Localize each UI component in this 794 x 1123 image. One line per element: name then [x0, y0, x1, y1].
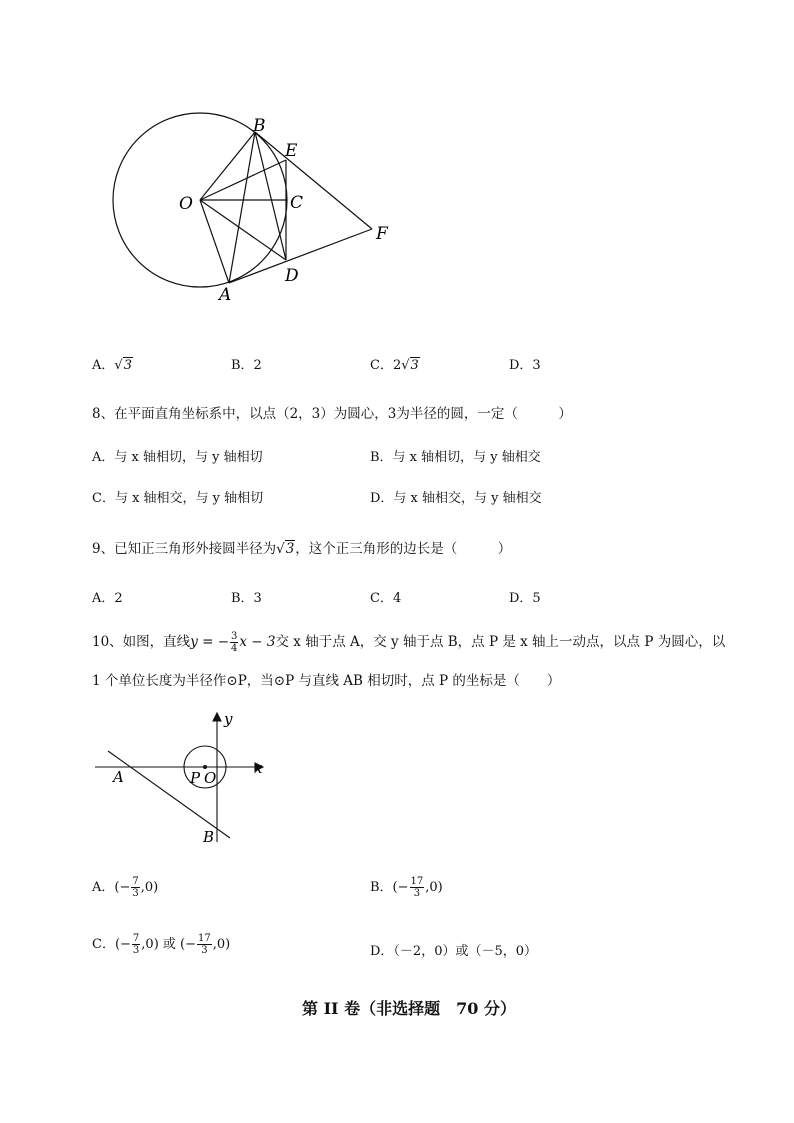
- label-a: A: [113, 768, 124, 786]
- q7-option-b[interactable]: B．2: [231, 358, 262, 373]
- q8-option-d[interactable]: D．与 x 轴相交，与 y 轴相交: [370, 491, 542, 506]
- fraction: $\frac{7}{3}$: [132, 933, 140, 956]
- sqrt-symbol: √3: [114, 358, 132, 373]
- q9-stem: 9、已知正三角形外接圆半径为√3，这个正三角形的边长是（ ）: [92, 541, 512, 557]
- label-f: F: [376, 224, 388, 244]
- label-c: C: [290, 193, 304, 213]
- q9-option-d[interactable]: D．5: [509, 591, 541, 606]
- q10-option-c[interactable]: C．(− $\frac{7}{3}$ ,0) 或 (− $\frac{17}{3}$ ,0): [92, 933, 231, 956]
- q8-option-c[interactable]: C．与 x 轴相交，与 y 轴相切: [92, 491, 264, 506]
- label-b: B: [253, 116, 266, 136]
- geometry-figure-circle: [0, 0, 420, 320]
- q9-option-a[interactable]: A．2: [92, 591, 123, 606]
- fraction: $\frac{17}{3}$: [198, 933, 211, 956]
- q10-stem-line1: 10、如图，直线y = − $\frac{3}{4}$ x − 3交 x 轴于点 A，交 y 轴于点 B，点 P 是 x 轴上一动点，以点 P 为圆心，以: [92, 631, 726, 654]
- q8-option-a[interactable]: A．与 x 轴相切，与 y 轴相切: [92, 450, 263, 465]
- q10-option-a[interactable]: A．(− $\frac{7}{3}$ ,0): [92, 876, 159, 899]
- label-b: B: [203, 828, 215, 846]
- fraction: $\frac{3}{4}$: [231, 631, 238, 654]
- q7-option-d[interactable]: D．3: [509, 358, 541, 373]
- q8-option-b[interactable]: B．与 x 轴相切，与 y 轴相交: [370, 450, 541, 465]
- label-o: O: [179, 194, 193, 214]
- label-o: O: [204, 769, 217, 787]
- q9-option-b[interactable]: B．3: [231, 591, 262, 606]
- fraction: $\frac{17}{3}$: [410, 876, 424, 899]
- label-a: A: [219, 285, 232, 305]
- label-p: P: [190, 769, 201, 787]
- q10-stem-line2: 1 个单位长度为半径作⊙P，当⊙P 与直线 AB 相切时，点 P 的坐标是（ ）: [92, 673, 561, 689]
- q8-stem: 8、在平面直角坐标系中，以点（2，3）为圆心，3为半径的圆，一定（ ）: [92, 406, 572, 422]
- section-title: 第 II 卷（非选择题 70 分）: [302, 999, 516, 1018]
- sqrt-symbol: √3: [276, 541, 295, 557]
- label-e: E: [285, 141, 298, 161]
- label-x: x: [254, 759, 263, 777]
- q10-option-d[interactable]: D．（－2，0）或（－5，0）: [370, 944, 538, 959]
- sqrt-symbol: √3: [401, 358, 419, 373]
- fraction: $\frac{7}{3}$: [132, 876, 139, 899]
- q10-option-b[interactable]: B．(− $\frac{17}{3}$ ,0): [370, 876, 443, 899]
- q9-option-c[interactable]: C．4: [370, 591, 402, 606]
- label-d: D: [285, 266, 299, 286]
- label-y: y: [224, 710, 233, 728]
- line-ab: [108, 751, 230, 838]
- q7-option-c[interactable]: C．2√3: [370, 358, 419, 373]
- coordinate-figure: [80, 705, 280, 855]
- q7-option-a[interactable]: A．√3: [92, 358, 132, 373]
